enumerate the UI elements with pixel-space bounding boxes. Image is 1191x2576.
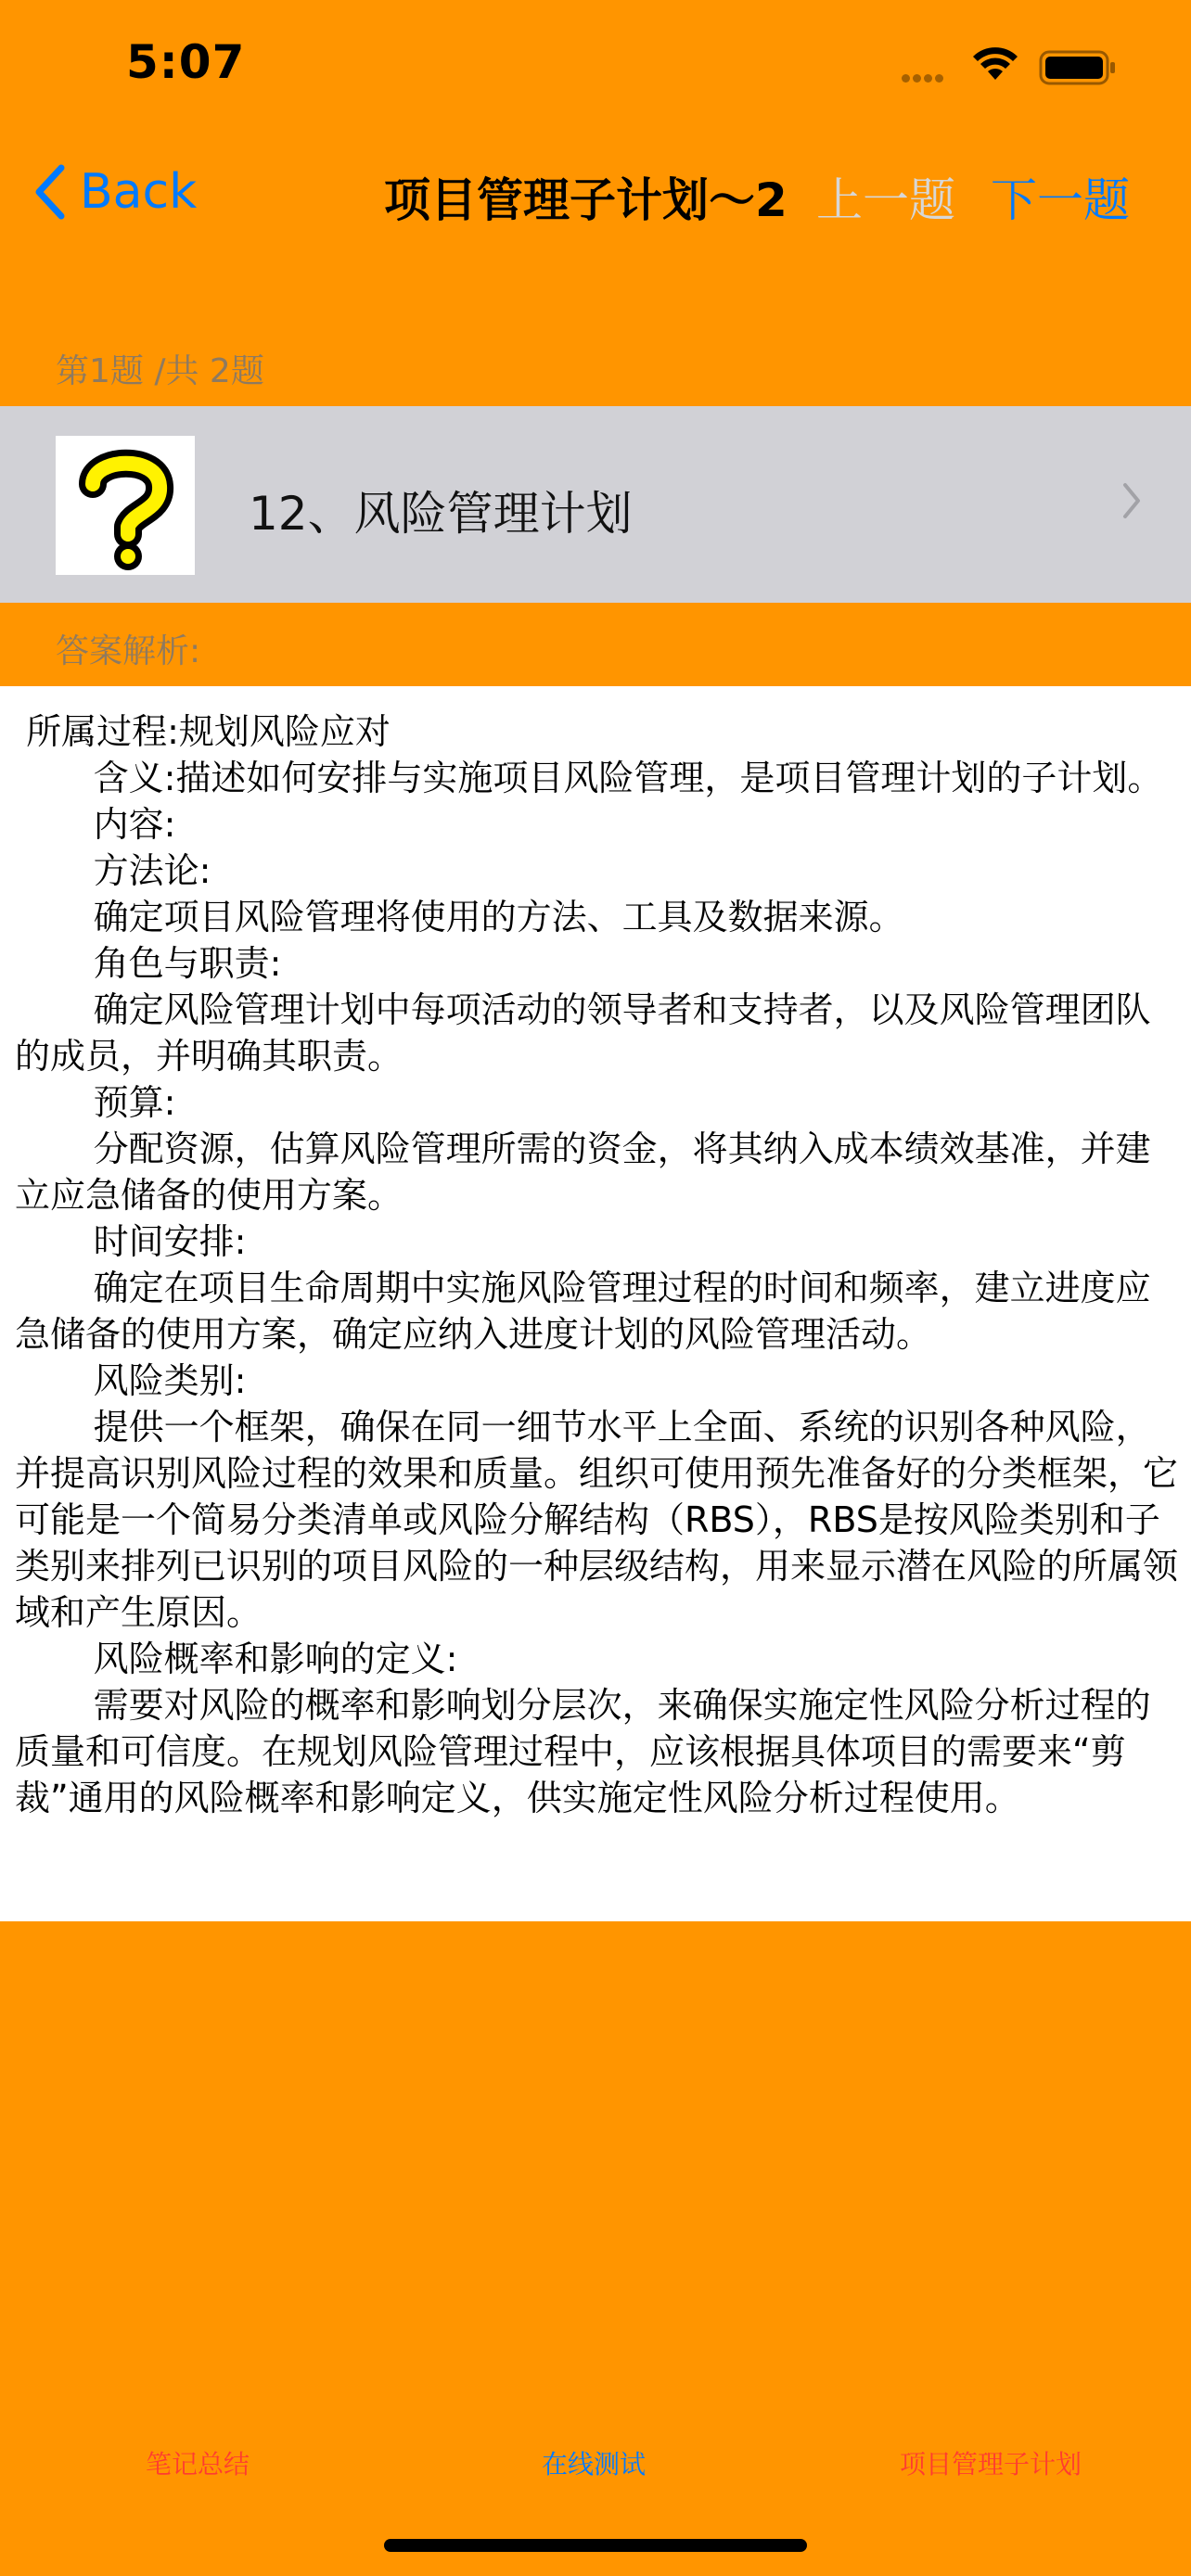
question-counter: 第1题 /共 2题 — [56, 352, 264, 390]
next-question-button[interactable]: 下一题 — [991, 173, 1130, 227]
wifi-icon — [970, 45, 1020, 82]
question-mark-icon — [56, 436, 195, 575]
question-row[interactable] — [0, 406, 1191, 603]
back-button[interactable] — [33, 159, 197, 224]
nav-title: 项目管理子计划～2 — [384, 173, 788, 227]
question-title: 12、风险管理计划 — [249, 487, 633, 541]
tab-notes-summary[interactable]: 笔记总结 — [145, 2449, 250, 2480]
chevron-right-icon — [1122, 482, 1141, 519]
battery-icon — [1039, 50, 1117, 85]
status-time: 5:07 — [126, 35, 246, 89]
cell-signal-icon — [902, 69, 946, 86]
answer-panel — [0, 686, 1191, 1921]
back-label: Back — [80, 164, 198, 220]
home-indicator — [384, 2539, 807, 2552]
answer-label: 答案解析: — [56, 632, 201, 670]
answer-text: 所属过程:规划风险应对 含义:描述如何安排与实施项目风险管理，是项目管理计划的子计划。 内容: 方法论: 确定项目风险管理将使用的方法、工具及数据来源。 角色与职责: 确定风险管理计划中每项活动的领导者和支持者，以及风险管理团队的成员，并明确其职责。 预算: 分配资源，估算风险管理所需的资金，将其纳入成本绩效基准，并建立应急储备的使用方案。 时间安排: 确定在项目生命周期中实施风险管理过程的时间和频率，建立进度应急储备的使用方案，确定应纳入进度计划的风险管理活动。 风险类别: 提供一个框架，确保在同一细节水平上全面、系统的识别各种风险，并提高识别风险过程的效果和质量。组织可使用预先准备好的分类框架，它可能是一个简易分类清单或风险分解结构（RBS），RBS是按风险类别和子类别来排列已识别的项目风险的一种层级结构，用来显示潜在风险的所属领域和产生原因。 风险概率和影响的定义: 需要对风险的概率和影响划分层次，来确保实施定性风险分析过程的质量和可信度。在规划风险管理过程中，应该根据具体项目的需要来“剪裁”通用的风险概率和影响定义，供实施定性风险分析过程使用。 — [15, 711, 1179, 1818]
tab-project-subplans[interactable]: 项目管理子计划 — [899, 2449, 1082, 2480]
tab-online-test[interactable]: 在线测试 — [541, 2449, 647, 2480]
chevron-left-icon — [33, 164, 65, 220]
prev-question-button[interactable]: 上一题 — [816, 173, 955, 227]
